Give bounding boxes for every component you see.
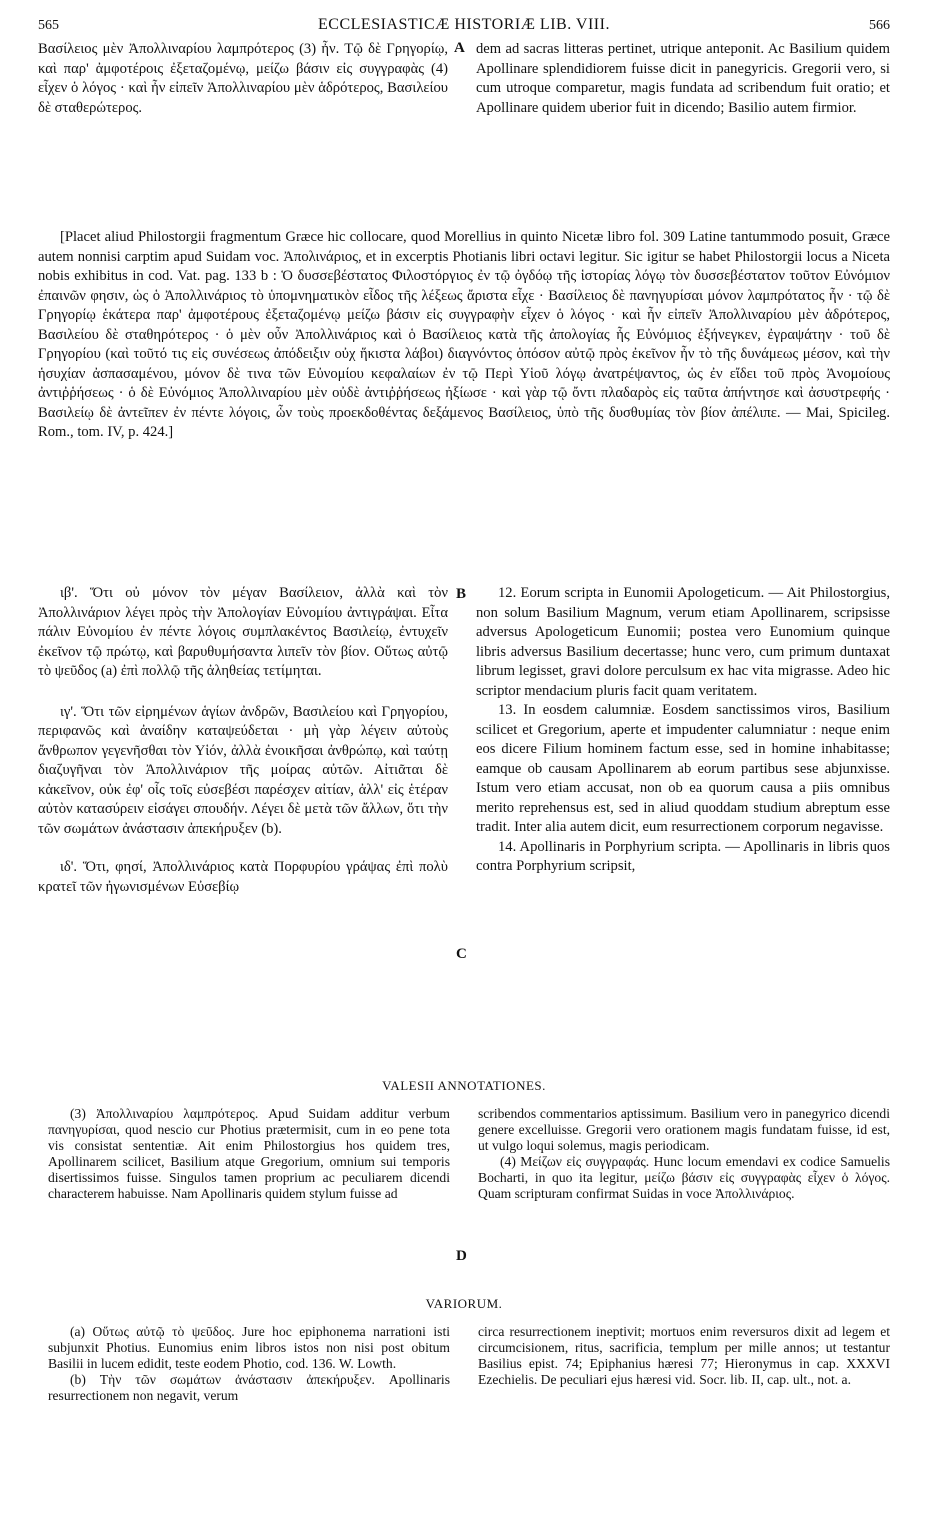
latin-column-sections	[476, 584, 890, 877]
margin-marker-a: A	[454, 40, 465, 56]
latin-section-13: 13. In eosdem calumniæ. Eosdem sanctissimos viros, Basilium scilicet et Gregorium, aperte et impudenter calumniatur : neque enim eos dicere Filium hominem factum esse, sed in homine inhabitasse; eamque ob causam Apollinarem ab eorum partibus sese abjunxisse. Istum vero etiam accusat, non ob ea quorum causa a piis omnibus merito reprehensus est, sed in aliud quoddam studium abreptum esse tradit. Inter alia autem dicit, eum resurrectionem corporum negavisse.	[476, 702, 890, 835]
greek-paragraph: Βασίλειος μὲν Ἀπολλιναρίου λαμπρότερος (3) ἦν. Τῷ δὲ Γρηγορίῳ, καὶ παρ' ἀμφοτέροις ἐξεταζομένῳ, μείζω βάσιν εἰς συγγραφὰς (4) εἶχεν ὁ λόγος · καὶ ἦν εἰπεῖν Ἀπολλιναρίου μὲν ἁδρότερος, Βασιλείου δὲ σταθερώτερος.	[38, 41, 448, 116]
valesii-note-4: (4) Μείζων εἰς συγγραφάς. Hunc locum emendavi ex codice Samuelis Bocharti, in quo ita legitur, μείζω βάσιν εἰς συγγραφὰς εἶχεν ὁ λόγος. Quam scripturam confirmat Suidas in voce Ἀπολλινάριος.	[478, 1154, 890, 1201]
margin-marker-d: D	[456, 1248, 467, 1264]
bracketed-fragment: [Placet aliud Philostorgii fragmentum Græce hic collocare, quod Morellius in quinto Nicetæ libro fol. 309 Latine tantummodo posuit, Græce autem nonnisi carptim apud Suidam voc. Ἀπολινάριος, et in excerptis Photianis libri octavi legitur. Sic igitur se habet Philostorgii locus a Niceta nobis exhibitus in cod. Vat. pag. 133 b : Ὁ δυσσεβέστατος Φιλοστόργιος ἐν τῷ ὀγδόῳ τῆς ἱστορίας λόγῳ τὸν δυσσεβέστατον τοῦτον Εὐνόμιον ἐπαινῶν φησιν, ὡς ὁ Ἀπολλινάριος τὸ ὑπομνηματικὸν εἶδος τῆς λέξεως ἄριστα εἶχε · Βασίλειος δὲ πανηγυρίσαι μόνον λαμπρότατος ἦν · τῷ δὲ Γρηγορίῳ ἑκάτερα παρ' ἀμφοτέρους ἐξεταζομένῳ μείζω βάσιν εἰς συγγραφὴν εἶχεν ὁ λόγος · καὶ ἦν εἰπεῖν Ἀπολλιναρίου μὲν ἁδρότερος, Βασιλείου δὲ σταθηρότερος · ὁ μὲν οὖν Ἀπολλινάριος καὶ ὁ Βασίλειος κατὰ τῆς ἀπολογίας ἧς Εὐνόμιος ἐξήνεγκεν, ἐγραψάτην · τοῦ δὲ Γρηγορίου (καὶ τοῦτό τις εἰς συνέσεως ἀπόδειξιν οὐχ ἥκιστα λάβοι) διαγνόντος ὁπόσον αὐτῷ πρὸς ἐκεῖνον ἦν τὸ τῆς δυνάμεως μέσον, καὶ τὴν ἡσυχίαν ἀσπασαμένου, μόνον δὲ τινα τῶν Εὐνομίου κεφαλαίων ἐν τῷ Περὶ Υἱοῦ λόγῳ ἀνατρέψαντος, ὡς ἐν εἴδει τοῦ πρὸς Ἀνομοίους ἀντιῤῥήσεως · ὁ δὲ Εὐνόμιος Ἀπολλιναρίου μὲν οὐδὲ ἀντιῤῥήσεως ἠξίωσε · καὶ γὰρ τῷ ὄντι πλαδαρὸς εἰς ταῦτα ἀπήντησε καὶ ἀσυστρεφής · Βασιλείῳ δὲ ἀντεῖπεν ἐν πέντε λόγοις, ὧν τοὺς προεκδοθέντας δεξάμενος Βασίλειος, ὑπὸ τῆς δυσθυμίας τὸν βίον ἀπέλιπε. — Mai, Spicileg. Rom., tom. IV, p. 424.]	[38, 229, 890, 440]
valesii-left-column	[48, 1106, 450, 1202]
valesii-right-column	[478, 1106, 890, 1202]
running-title: ECCLESIASTICÆ HISTORIÆ LIB. VIII.	[318, 16, 610, 33]
variorum-note-b-continued: circa resurrectionem ineptivit; mortuos enim reversuros dixit ad legem et circumcisionem, ritus, sacrificia, templum per mille annos; ut testantur Basilius epist. 74; Epiphanius hæresi 77; Hieronymus in cap. XXXVI Ezechielis. De peculiari ejus hæresi vid. Socr. lib. II, cap. ult., not. a.	[478, 1324, 890, 1387]
valesii-note-3-continued: scribendos commentarios aptissimum. Basilium vero in panegyrico dicendi genere excelluisse. Gregorii vero orationem magis fundatam fuisse, id est, ut vulgo loqui solemus, magis periodicam.	[478, 1106, 890, 1153]
variorum-right-column	[478, 1324, 890, 1388]
latin-paragraph: dem ad sacras litteras pertinet, utrique anteponit. Ac Basilium quidem Apollinare splendidiorem fuisse dicit in panegyricis. Gregorii vero, si cum utroque comparetur, magis fundata ad scribendum fuit oratio; et Apollinare quidem uberior fuit in dicendo; Basilio autem firmior.	[476, 41, 890, 116]
valesii-heading: VALESII ANNOTATIONES.	[382, 1078, 546, 1093]
latin-section-14: 14. Apollinaris in Porphyrium scripta. — Apollinaris in libris quos contra Porphyrium scripsit,	[476, 838, 890, 874]
margin-marker-c: C	[456, 946, 467, 962]
latin-section-12: 12. Eorum scripta in Eunomii Apologeticum. — Ait Philostorgius, non solum Basilium Magnum, verum etiam Apollinarem, scripsisse adversus Apologeticum Eunomii; postea vero Eunomium quinque libris adversus Basilium decertasse; hunc vero, cum primum duntaxat librum legisset, gravi dolore perculsum ex hac vita migrasse. Adeo hic scriptor mendacium pluris facit quam veritatem.	[476, 585, 890, 699]
greek-column-top	[38, 40, 448, 118]
greek-section-13: ιγ'. Ὅτι τῶν εἰρημένων ἁγίων ἀνδρῶν, Βασιλείου καὶ Γρηγορίου, περιφανῶς καὶ ἀναίδην καταψεύδεται · μὴ γὰρ λέγειν αὐτοὺς ἄνθρωπον γεγενῆσθαι τὸν Υἱόν, ἀλλὰ ἐνοικῆσαι ἀνθρώπῳ, καὶ ταύτῃ διαζυγῆναι τὸν Ἀπολλινάριον τῆς μοίρας αὐτῶν. Αἰτιᾶται δὲ κἀκεῖνον, οὐκ ἐφ' οἷς τοῖς εὐσεβέσι παρέσχεν αἰτίαν, ἀλλ' εἰς ἑτέραν αὐτὸν κατασύρειν εἰσάγει σπουδήν. Λέγει δὲ μετὰ τῶν ἄλλων, ὅτι τὴν τῶν σωμάτων ἀνάστασιν ἀπεκήρυξεν (b).	[38, 703, 448, 837]
greek-section-14: ιδ'. Ὅτι, φησί, Ἀπολλινάριος κατὰ Πορφυρίου γράψας ἐπὶ πολὺ κρατεῖ τῶν ἠγωνισμένων Εὐσεβίῳ	[38, 859, 448, 895]
running-header	[38, 14, 890, 38]
valesii-note-3: (3) Ἀπολλιναρίου λαμπρότερος. Apud Suidam additur verbum πανηγυρίσαι, quod nescio cur Photius prætermisit, cum in eo pene tota vis consistat sententiæ. Ait enim Philostorgius hos quidem tres, Apollinarem scilicet, Basilium atque Gregorium, omnium sui temporis disertissimos fuisse. Singulos tamen proprium ac peculiarem dicendi characterem habuisse. Nam Apollinaris quidem stylum fuisse ad	[48, 1106, 450, 1201]
greek-section-12: ιβ'. Ὅτι οὐ μόνον τὸν μέγαν Βασίλειον, ἀλλὰ καὶ τὸν Ἀπολλινάριον λέγει πρὸς τὴν Ἀπολογίαν Εὐνομίου ἀντιγράψαι. Εἶτα πάλιν Εὐνομίου ἐν πέντε λόγοις συμπλακέντος Βασιλείῳ, ἐντυχεῖν ἐκεῖνον τῷ πρώτῳ, καὶ βαρυθυμήσαντα λιπεῖν τὸν βίον. Οὕτως αὐτῷ τὸ ψεῦδος (a) ἐπὶ πολλῷ τῆς ἀληθείας τετίμηται.	[38, 585, 448, 679]
page-number-right: 566	[869, 18, 890, 33]
variorum-left-column	[48, 1324, 450, 1404]
page-number-left: 565	[38, 18, 59, 33]
variorum-heading: VARIORUM.	[425, 1296, 503, 1311]
greek-column-sections	[38, 584, 448, 897]
variorum-note-a: (a) Οὕτως αὐτῷ τὸ ψεῦδος. Jure hoc epiphonema narrationi isti subjunxit Photius. Eunomius enim libros istos non nisi post obitum Basilii in lucem edidit, teste eodem Photio, cod. 136. W. Lowth.	[48, 1324, 450, 1371]
margin-marker-b: B	[456, 586, 467, 602]
variorum-note-b: (b) Τὴν τῶν σωμάτων ἀνάστασιν ἀπεκήρυξεν. Apollinaris resurrectionem non negavit, verum	[48, 1372, 450, 1403]
latin-column-top	[476, 40, 890, 118]
